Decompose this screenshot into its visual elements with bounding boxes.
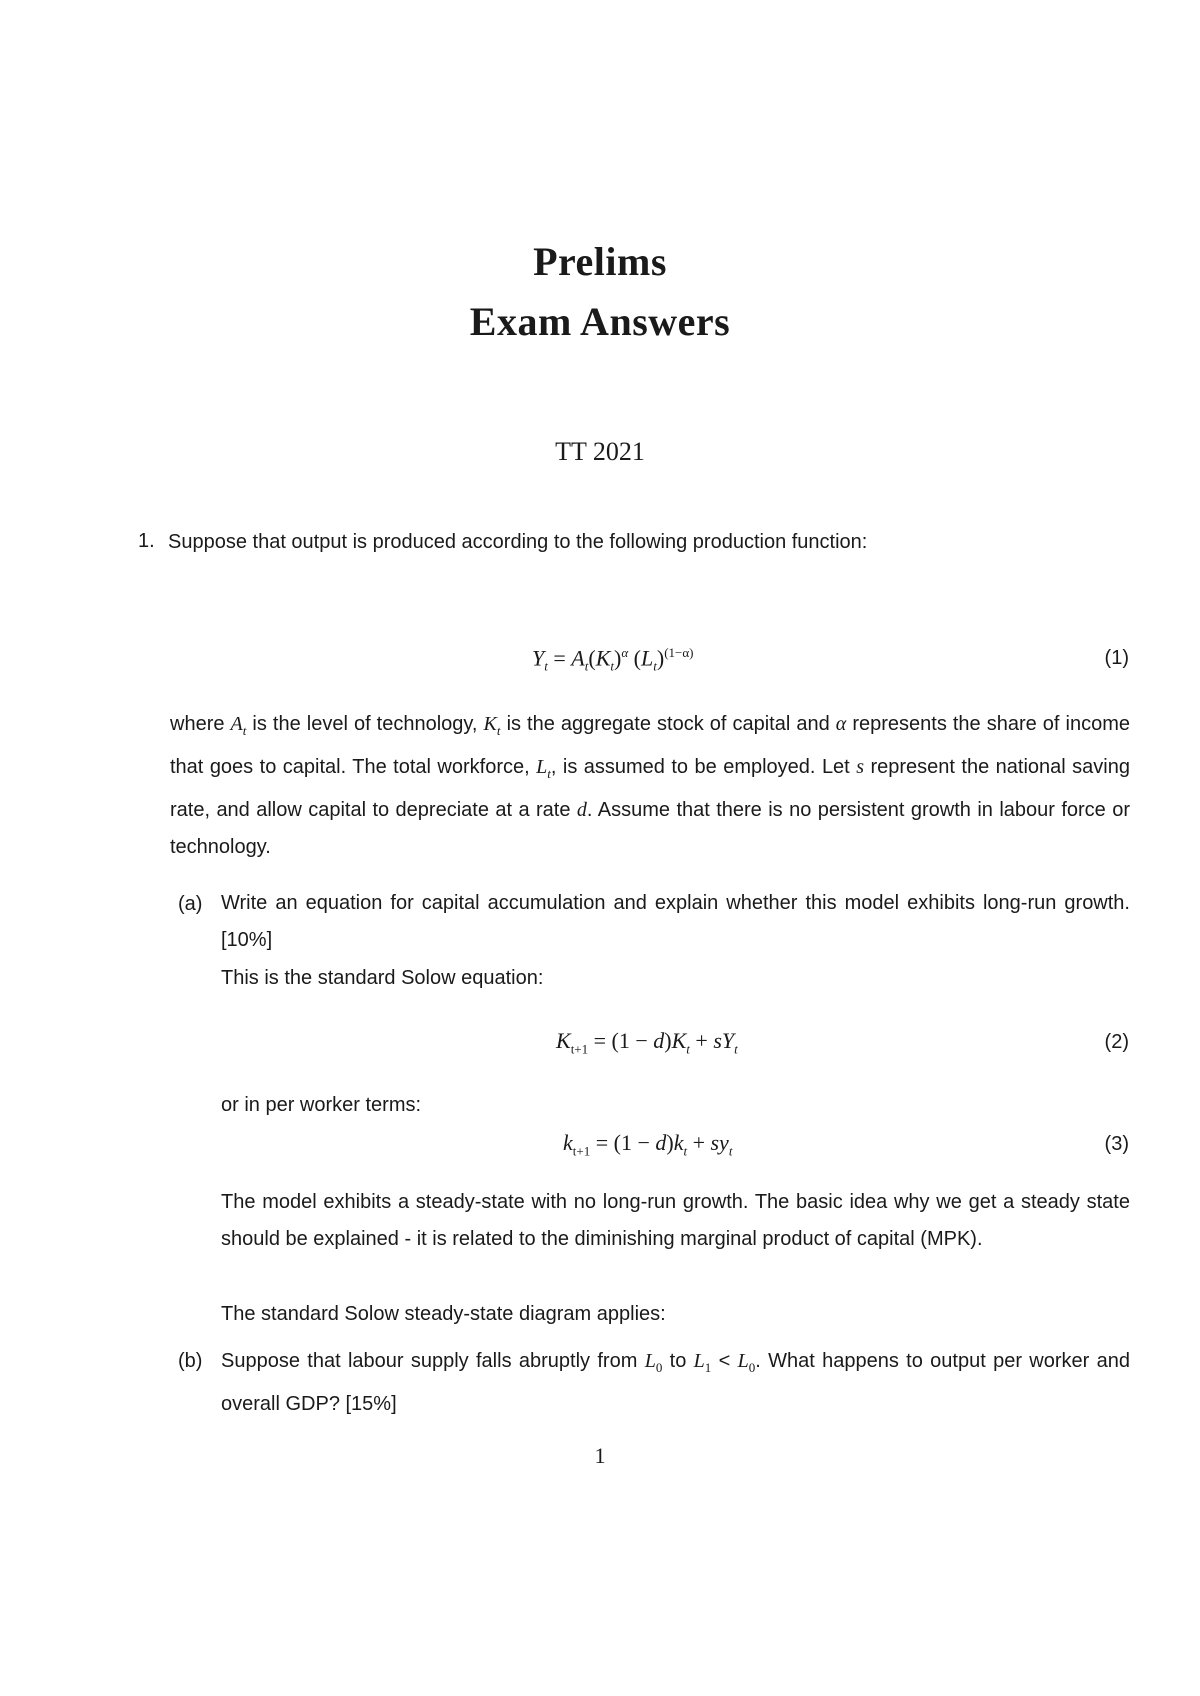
part-b-label: (b) (178, 1350, 203, 1372)
equation-1: $Y_t = A_t(K_t)^\alpha$ $(L_t)^{(1-\alpha)}$ (532, 645, 694, 674)
part-a-diagram-note: The standard Solow steady-state diagram applies: (221, 1303, 666, 1325)
equation-1-label: (1) (1104, 647, 1129, 669)
part-a-label: (a) (178, 893, 203, 915)
part-b-question: Suppose that labour supply falls abruptly from $L_0$ to $L_1 < L_0$. What happens to output per worker and overall GDP? [15%] (221, 1350, 1131, 1415)
question-number: 1. (138, 530, 155, 552)
term-label: TT 2021 (555, 437, 645, 466)
model-description: where $A_t$ is the level of technology, $K_t$ is the aggregate stock of capital and α represents the share of income that goes to capital. The total workforce, $L_t$, is assumed to be employed. Let s represent the national saving rate, and allow capital to depreciate at a rate d. Assume that there is no persistent growth in labour force or technology. (170, 713, 1131, 858)
part-a-question: Write an equation for capital accumulation and explain whether this model exhibits long-run growth. [10%] (221, 892, 1130, 951)
per-worker-terms-text: or in per worker terms: (221, 1094, 422, 1116)
question-intro: Suppose that output is produced according to the following production function: (168, 531, 868, 553)
equation-3-label: (3) (1104, 1133, 1129, 1155)
part-a-explanation: The model exhibits a steady-state with no long-run growth. The basic idea why we get a steady state should be explained - it is related to the diminishing marginal product of capital (MPK). (221, 1191, 1130, 1250)
equation-3: $k_{t+1} = (1 - d)k_t + sy_t$ (563, 1130, 733, 1159)
page-number: 1 (594, 1443, 606, 1468)
document-title-line2: Exam Answers (469, 299, 731, 344)
part-a-answer-intro: This is the standard Solow equation: (221, 967, 544, 989)
equation-2: $K_{t+1} = (1 - d)K_t + sY_t$ (556, 1028, 738, 1057)
equation-2-label: (2) (1104, 1031, 1129, 1053)
document-title-line1: Prelims (533, 239, 667, 284)
